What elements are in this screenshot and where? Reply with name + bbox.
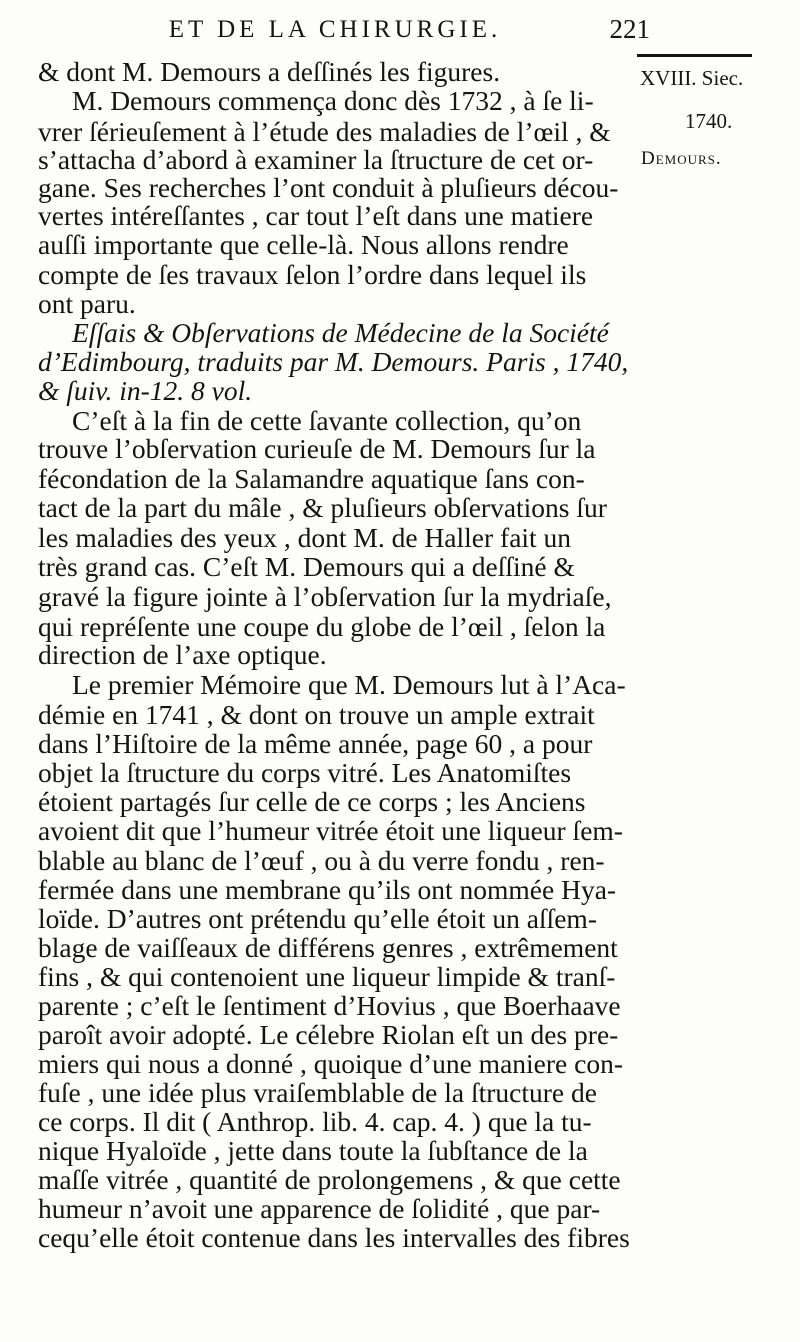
text-line: parente ; c’eſt le ſentiment d’Hovius , que Boerhaave <box>38 990 621 1021</box>
text-line: nique Hyaloïde , jette dans toute la ſubſtance de la <box>38 1135 588 1166</box>
text-line: loïde. D’autres ont prétendu qu’elle étoit un aſſem- <box>38 903 597 934</box>
text-line: auſſi importante que celle-là. Nous allons rendre <box>38 229 569 260</box>
text-line: démie en 1741 , & dont on trouve un ample extrait <box>38 699 595 730</box>
text-line: les maladies des yeux , dont M. de Haller fait un <box>38 522 572 553</box>
text-line: tact de la part du mâle , & pluſieurs obſervations ſur <box>38 492 607 523</box>
text-line: maſſe vitrée , quantité de prolongemens , & que cette <box>38 1164 621 1195</box>
text-line: C’eſt à la fin de cette ſavante collection, qu’on <box>72 405 582 436</box>
text-line: s’attacha d’abord à examiner la ſtructure de cet or- <box>38 144 594 175</box>
margin-note-century: XVIII. Siec. <box>640 66 744 90</box>
margin-note-name: Demours. <box>641 148 722 169</box>
margin-rule <box>637 54 752 57</box>
text-line: avoient dit que l’humeur vitrée étoit une liqueur ſem- <box>38 815 623 846</box>
text-line: vertes intéreſſantes , car tout l’eſt dans une matiere <box>38 200 594 231</box>
text-line: paroît avoir adopté. Le célebre Riolan eſt un des pre- <box>38 1019 619 1050</box>
text-line: Le premier Mémoire que M. Demours lut à l’Aca- <box>72 669 626 700</box>
text-line: fuſe , une idée plus vraiſemblable de la ſtructure de <box>38 1077 597 1108</box>
text-line: dans l’Hiſtoire de la même année, page 60 , a pour <box>38 728 593 759</box>
text-line: très grand cas. C’eſt M. Demours qui a deſſiné & <box>38 551 575 582</box>
text-line: vrer ſérieuſement à l’étude des maladies de l’œil , & <box>38 116 611 147</box>
text-line: trouve l’obſervation curieuſe de M. Demours ſur la <box>38 433 596 464</box>
running-title: ET DE LA CHIRURGIE. <box>168 16 502 43</box>
text-line: compte de ſes travaux ſelon l’ordre dans lequel ils <box>38 259 587 290</box>
text-line: gravé la figure jointe à l’obſervation ſur la mydriaſe, <box>38 581 612 612</box>
citation-line: d’Edimbourg, traduits par M. Demours. Paris , 1740, <box>38 346 629 377</box>
text-line: blage de vaiſſeaux de différens genres , extrêmement <box>38 932 618 963</box>
running-head <box>120 14 650 50</box>
text-line: objet la ſtructure du corps vitré. Les Anatomiſtes <box>38 757 572 788</box>
text-line: ce corps. Il dit ( Anthrop. lib. 4. cap. 4. ) que la tu- <box>38 1106 592 1137</box>
text-line: miers qui nous a donné , quoique d’une maniere con- <box>38 1048 623 1079</box>
page-number: 221 <box>609 14 650 44</box>
text-line: cequ’elle étoit contenue dans les intervalles des fibres <box>38 1222 630 1253</box>
citation-line: & ſuiv. in-12. 8 vol. <box>38 375 253 406</box>
text-line: fermée dans une membrane qu’ils ont nommée Hya- <box>38 874 617 905</box>
text-line: & dont M. Demours a deſſinés les figures. <box>38 56 501 87</box>
text-line: étoient partagés ſur celle de ce corps ; les Anciens <box>38 786 586 817</box>
text-line: gane. Ses recherches l’ont conduit à pluſieurs décou- <box>38 172 619 203</box>
text-line: ont paru. <box>38 288 136 319</box>
text-line: M. Demours commença donc dès 1732 , à ſe li- <box>72 85 594 116</box>
text-line: blable au blanc de l’œuf , ou à du verre fondu , ren- <box>38 845 605 876</box>
margin-note-year: 1740. <box>685 109 733 133</box>
citation-line: Eſſais & Obſervations de Médecine de la Société <box>72 317 609 348</box>
text-line: fécondation de la Salamandre aquatique ſans con- <box>38 463 585 494</box>
text-line: fins , & qui contenoient une liqueur limpide & tranſ- <box>38 961 616 992</box>
text-line: qui repréſente une coupe du globe de l’œil , ſelon la <box>38 611 606 642</box>
text-line: direction de l’axe optique. <box>38 639 327 670</box>
text-line: humeur n’avoit une apparence de ſolidité , que par- <box>38 1193 601 1224</box>
